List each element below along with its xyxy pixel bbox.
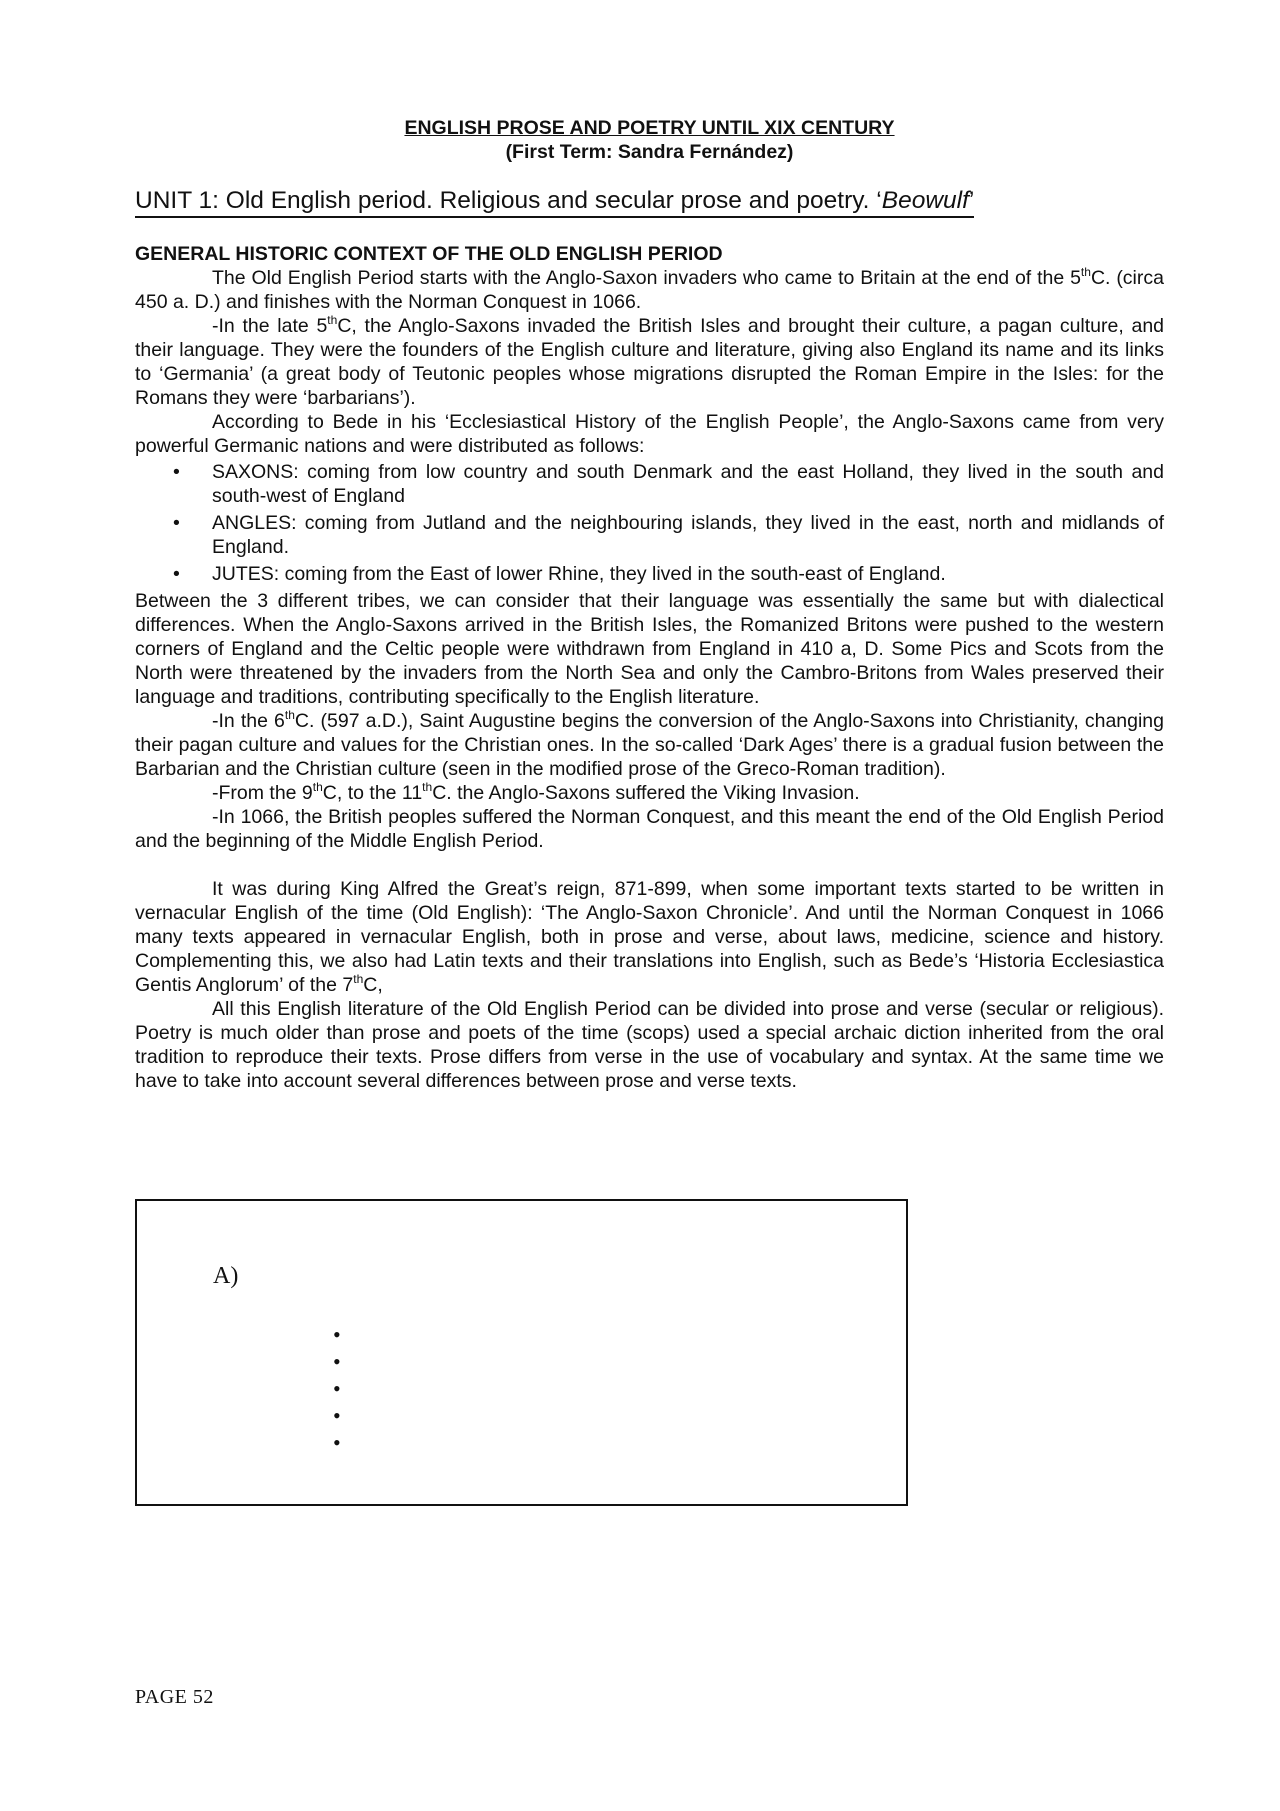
bullet-icon: • — [333, 1430, 341, 1455]
box-label: A) — [213, 1263, 239, 1289]
bullet-icon: • — [333, 1322, 341, 1347]
bullet-icon: • — [333, 1349, 341, 1374]
paragraph-1-sup: th — [1080, 264, 1091, 279]
unit-title-italic: Beowulf — [881, 187, 969, 214]
paragraph-5-text-b: C. (597 a.D.), Saint Augustine begins the conversion of the Anglo-Saxons into Christianity, changing their pagan culture and values for the Christian ones. In the so-called ‘Dark Ages’ there is a gradual fusion between the Barbarian and the Christian culture (seen in the modified prose of the Greco-Roman tradition). — [135, 710, 1164, 780]
paragraph-2-text-b: C, the Anglo-Saxons invaded the British Isles and brought their culture, a pagan culture, and their language. They were the founders of the English culture and literature, giving also England its name and its links to ‘Germania’ (a great body of Teutonic peoples whose migrations disrupted the Roman Empire in the Isles: for the Romans they were ‘barbarians’). — [135, 315, 1165, 409]
outline-box — [135, 1199, 908, 1506]
paragraph-2 — [135, 314, 1164, 410]
section-heading: GENERAL HISTORIC CONTEXT OF THE OLD ENGLISH PERIOD — [135, 243, 723, 265]
list-item — [135, 562, 1164, 586]
paragraph-7: -In 1066, the British peoples suffered the Norman Conquest, and this meant the end of the Old English Period and the beginning of the Middle English Period. — [135, 806, 1164, 852]
document-title-block — [135, 116, 1164, 164]
list-item — [135, 460, 1164, 508]
bullet-icon: • — [333, 1403, 341, 1428]
paragraph-6-text-b: C, to the 11 — [322, 782, 423, 804]
paragraph-6-sup-1: th — [312, 779, 323, 794]
unit-title-suffix: ’ — [968, 187, 975, 214]
bullet-icon: • — [333, 1376, 341, 1401]
page-number: PAGE 52 — [135, 1686, 214, 1708]
list-item-text: ANGLES: coming from Jutland and the neighbouring islands, they lived in the east, north and midlands of England. — [212, 512, 1164, 558]
list-item-text: SAXONS: coming from low country and south Denmark and the east Holland, they lived in the south and south-west of England — [212, 461, 1164, 507]
paragraph-8 — [135, 877, 1164, 997]
paragraph-6-sup-2: th — [422, 779, 433, 794]
paragraph-5 — [135, 709, 1164, 781]
unit-title — [135, 186, 974, 218]
paragraph-9: All this English literature of the Old English Period can be divided into prose and verse (secular or religious). Poetry is much older than prose and poets of the time (scops) used a special archaic diction inherited from the oral tradition to reproduce their texts. Prose differs from verse in the use of vocabulary and syntax. At the same time we have to take into account several differences between prose and verse texts. — [135, 998, 1164, 1092]
page-content — [135, 116, 1164, 1093]
paragraph-5-sup: th — [284, 707, 295, 722]
document-title: ENGLISH PROSE AND POETRY UNTIL XIX CENTURY — [404, 117, 895, 139]
paragraph-6 — [135, 781, 1164, 805]
tribes-list — [135, 460, 1164, 586]
paragraph-6-text-c: C. the Anglo-Saxons suffered the Viking Invasion. — [432, 782, 860, 804]
bullet-icon: • — [173, 563, 180, 585]
paragraph-5-text-a: -In the 6 — [212, 710, 285, 732]
paragraph-3: According to Bede in his ‘Ecclesiastical History of the English People’, the Anglo-Saxons came from very powerful Germanic nations and were distributed as follows: — [135, 411, 1164, 457]
document-subtitle: (First Term: Sandra Fernández) — [505, 141, 794, 163]
list-item-text: JUTES: coming from the East of lower Rhine, they lived in the south-east of England. — [212, 563, 946, 585]
paragraph-8-sup: th — [353, 971, 364, 986]
paragraph-4: Between the 3 different tribes, we can consider that their language was essentially the same but with dialectical differences. When the Anglo-Saxons arrived in the British Isles, the Romanized Britons were pushed to the western corners of England and the Celtic people were withdrawn from England in 410 a, D. Some Pics and Scots from the North were threatened by the invaders from the North Sea and only the Cambro-Britons from Wales preserved their language and traditions, contributing specifically to the English literature. — [135, 590, 1164, 708]
bullet-icon: • — [173, 512, 180, 534]
paragraph-6-text-a: -From the 9 — [212, 782, 313, 804]
paragraph-8-text-b: C, — [363, 974, 383, 996]
bullet-icon: • — [173, 461, 180, 483]
list-item — [135, 511, 1164, 559]
paragraph-1-text-a: The Old English Period starts with the Anglo-Saxon invaders who came to Britain at the end of the 5 — [212, 267, 1081, 289]
unit-title-prefix: UNIT 1: Old English period. Religious and secular prose and poetry. ‘ — [135, 187, 882, 214]
paragraph-8-text-a: It was during King Alfred the Great’s reign, 871-899, when some important texts started to be written in vernacular English of the time (Old English): ‘The Anglo-Saxon Chronicle’. And until the Norman Conquest in 1066 many texts appeared in vernacular English, both in prose and verse, about laws, medicine, science and history. Complementing this, we also had Latin texts and their translations into English, such as Bede’s ‘Historia Ecclesiastica Gentis Anglorum’ of the 7 — [135, 878, 1164, 996]
box-bullet-list — [333, 1321, 341, 1456]
paragraph-2-text-a: -In the late 5 — [212, 315, 328, 337]
paragraph-1-text-b: C. (circa 450 a. D.) and finishes with the Norman Conquest in 1066. — [135, 267, 1164, 313]
paragraph-1 — [135, 266, 1164, 314]
paragraph-2-sup: th — [327, 312, 338, 327]
